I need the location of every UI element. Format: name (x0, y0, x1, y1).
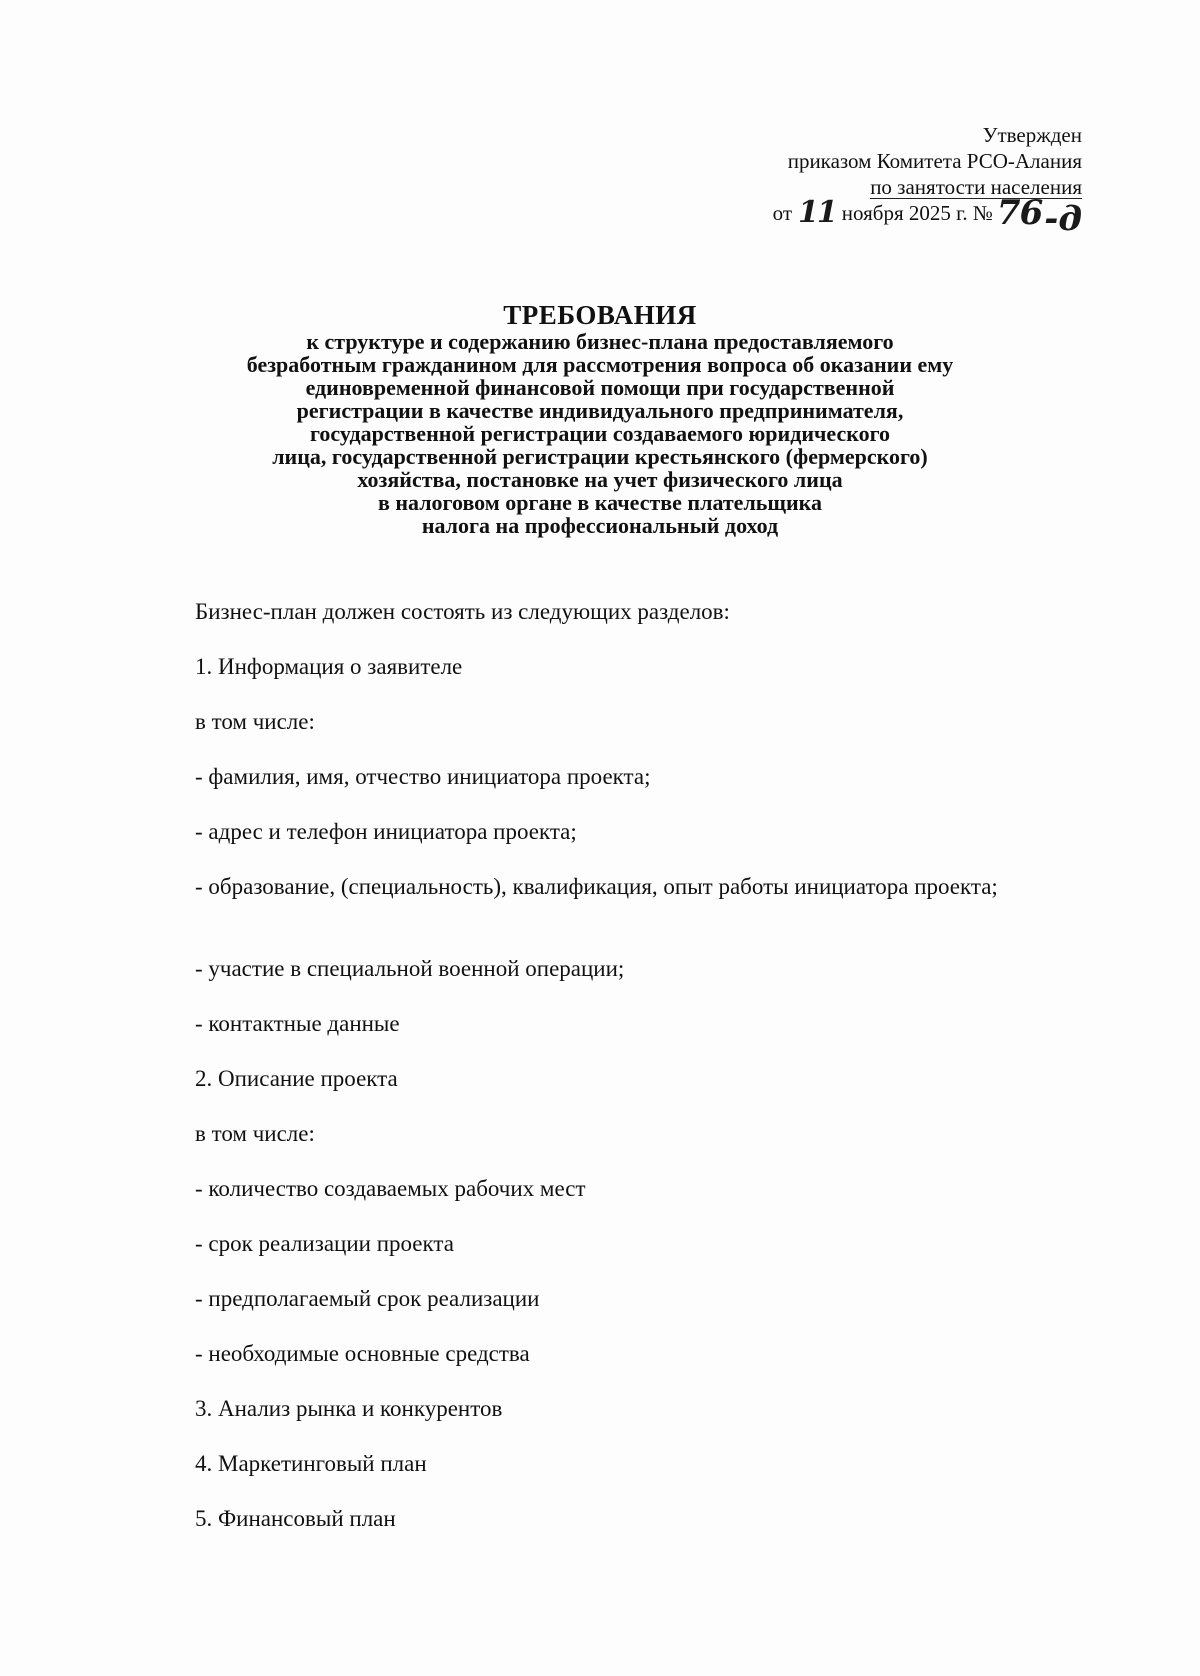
subtitle-line: налога на профессиональный доход (421, 513, 779, 538)
date-prefix: от (772, 201, 793, 225)
subtitle-line: лица, государственной регистрации крестьянского (фермерского) (272, 444, 928, 469)
list-item: - количество создаваемых рабочих мест (195, 1176, 586, 1201)
list-item: - предполагаемый срок реализации (195, 1286, 540, 1311)
subtitle-line: единовременной финансовой помощи при государственной (305, 375, 895, 400)
list-item: - срок реализации проекта (195, 1231, 454, 1256)
handwritten-day: 11 (798, 195, 836, 230)
list-item: - образование, (специальность), квалификация, опыт работы инициатора проекта; (195, 874, 998, 899)
section-2-heading: 2. Описание проекта (195, 1066, 398, 1091)
document-title-block (150, 300, 1050, 537)
list-item: - адрес и телефон инициатора проекта; (195, 819, 577, 844)
subtitle-line: хозяйства, постановке на учет физического лица (357, 467, 843, 492)
section-1-heading: 1. Информация о заявителе (195, 654, 463, 679)
approval-block (662, 122, 1082, 239)
subtitle-line: государственной регистрации создаваемого юридического (309, 421, 891, 446)
list-item: - участие в специальной военной операции; (195, 956, 625, 981)
subtitle-line: к структуре и содержанию бизнес-плана предоставляемого (306, 329, 894, 354)
section-2-including: в том числе: (195, 1121, 315, 1146)
list-item: - фамилия, имя, отчество инициатора проекта; (195, 764, 651, 789)
approval-line-committee: по занятости населения (870, 175, 1082, 199)
section-5-heading: 5. Финансовый план (195, 1506, 396, 1531)
list-item: - необходимые основные средства (195, 1341, 530, 1366)
subtitle-line: в налоговом органе в качестве плательщика (377, 490, 823, 515)
section-1-including: в том числе: (195, 709, 315, 734)
approval-line-order: приказом Комитета РСО-Алания (787, 149, 1082, 173)
section-4-heading: 4. Маркетинговый план (195, 1451, 427, 1476)
section-3-heading: 3. Анализ рынка и конкурентов (195, 1396, 503, 1421)
list-item: - контактные данные (195, 1011, 400, 1036)
document-title: ТРЕБОВАНИЯ (503, 300, 697, 330)
approval-line-approved: Утвержден (982, 123, 1082, 147)
date-month-year: ноября 2025 г. № (841, 201, 993, 225)
handwritten-order-suffix: -д (1044, 199, 1082, 239)
document-subtitle (150, 330, 1050, 537)
handwritten-order-number: 76 (996, 193, 1043, 233)
intro-paragraph: Бизнес-план должен состоять из следующих разделов: (195, 599, 730, 624)
subtitle-line: безработным гражданином для рассмотрения вопроса об оказании ему (246, 352, 954, 377)
approval-date-line (662, 193, 1082, 239)
subtitle-line: регистрации в качестве индивидуального предпринимателя, (296, 398, 904, 423)
